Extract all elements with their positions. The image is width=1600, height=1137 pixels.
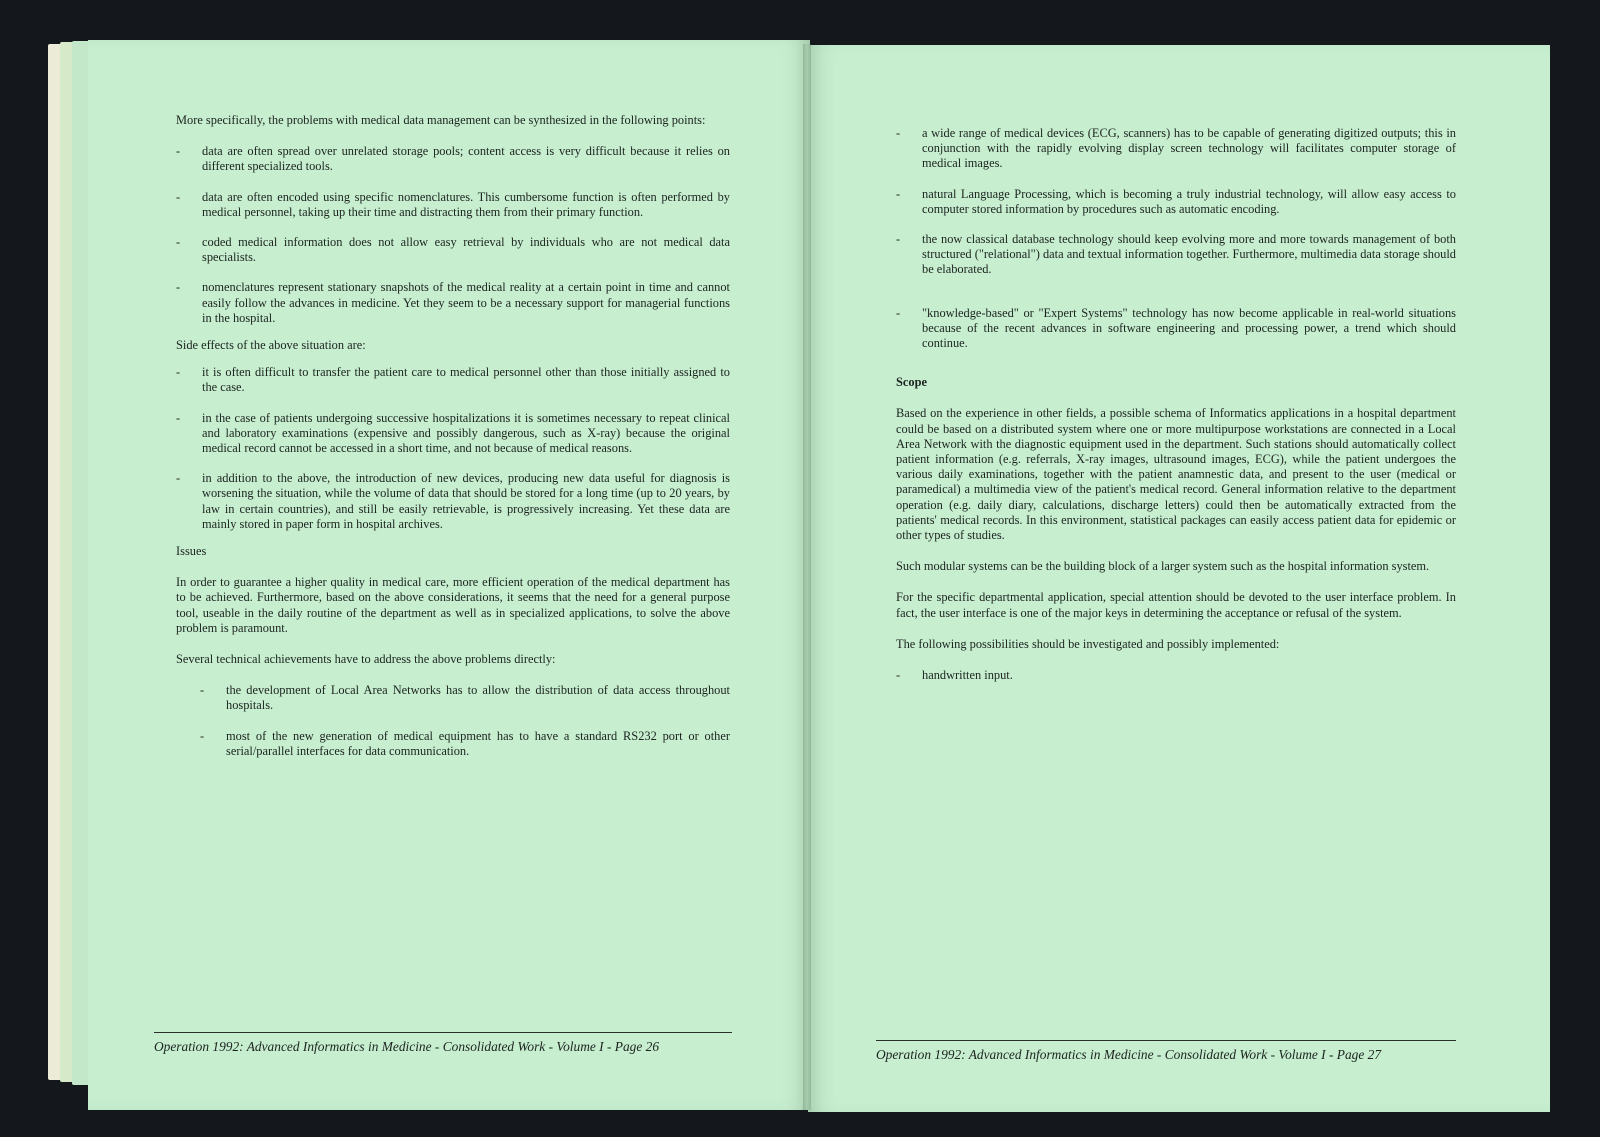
list-item: - data are often encoded using specific nomenclatures. This cumbersome function is often performed by medical personnel, taking up their time and distracting them from their primary function. — [176, 189, 730, 219]
list-item: - in the case of patients undergoing successive hospitalizations it is sometimes necessary to repeat clinical and laboratory examinations (expensive and possibly dangerous, such as X-ray) because the original medical record cannot be accessed in a short time, and not because of medical reasons. — [176, 410, 730, 456]
list-item: - "knowledge-based" or "Expert Systems" technology has now become applicable in real-world situations because of the recent advances in software engineering and processing power, a trend which should continue. — [896, 305, 1456, 351]
list-item: - data are often spread over unrelated storage pools; content access is very difficult because it relies on different specialized tools. — [176, 144, 730, 174]
issues-paragraph: In order to guarantee a higher quality in medical care, more efficient operation of the medical department has to be achieved. Furthermore, based on the above considerations, it seems that the need for a general purpose tool, useable in the daily routine of the department as well as in specialized applications, to solve the above problem is paramount. — [176, 575, 730, 635]
left-page-body — [176, 113, 730, 774]
list-item: - nomenclatures represent stationary snapshots of the medical reality at a certain point in time and cannot easily follow the advances in medicine. Yet they seem to be a necessary support for managerial functions in the hospital. — [176, 280, 730, 325]
intro-paragraph: More specifically, the problems with medical data management can be synthesized in the following points: — [176, 113, 706, 127]
possibilities-intro: The following possibilities should be investigated and possibly implemented: — [896, 636, 1280, 651]
scope-paragraph: Based on the experience in other fields, a possible schema of Informatics applications in a hospital department could be based on a distributed system where one or more multipurpose workstations are connected in a Local Area Network with the diagnostic equipment used in the department. Such stations should automatically collect patient information (e.g. referrals, X-ray images, ultrasound images, ECG), while the patient undergoes the various daily examinations, together with the patient anamnestic data, and present to the user (medical or paramedical) a multimedia view of the patient's medical record. General information relative to the department operation (e.g. daily diary, calculations, discharge letters) could then be automatically extracted from the patients' medical records. In this environment, statistical packages can easily access patient data for epidemic or other types of studies. — [896, 406, 1456, 543]
list-item: - natural Language Processing, which is becoming a truly industrial technology, will allow easy access to computer stored information by procedures such as automatic encoding. — [896, 186, 1456, 216]
list-item: - it is often difficult to transfer the patient care to medical personnel other than those initially assigned to the case. — [176, 365, 730, 395]
list-item: - the now classical database technology should keep evolving more and more towards management of both structured ("relational") data and textual information together. Furthermore, multimedia data storage should be elaborated. — [896, 232, 1456, 277]
modular-paragraph: Such modular systems can be the building block of a larger system such as the hospital information system. — [896, 559, 1430, 574]
list-item: - most of the new generation of medical equipment has to have a standard RS232 port or other serial/parallel interfaces for data communication. — [200, 728, 730, 758]
interface-paragraph: For the specific departmental application, special attention should be devoted to the user interface problem. In fact, the user interface is one of the major keys in determining the acceptance or refusal of the system. — [896, 590, 1456, 620]
page-footer: Operation 1992: Advanced Informatics in Medicine - Consolidated Work - Volume I - Page 26 — [154, 1032, 732, 1055]
page-footer: Operation 1992: Advanced Informatics in Medicine - Consolidated Work - Volume I - Page 27 — [876, 1040, 1456, 1063]
side-effects-intro: Side effects of the above situation are: — [176, 338, 366, 353]
list-item: - coded medical information does not allow easy retrieval by individuals who are not medical data specialists. — [176, 235, 730, 265]
binding-gutter — [803, 44, 811, 1110]
list-item: - in addition to the above, the introduction of new devices, producing new data useful for diagnosis is worsening the situation, while the volume of data that should be stored for a long time (up to 20 years, by law in certain countries), and still be easily retrievable, is progressively increasing. Yet these data are mainly stored in paper form in hospital archives. — [176, 471, 730, 531]
left-page — [88, 40, 810, 1110]
right-page-body — [896, 126, 1456, 698]
list-item: - the development of Local Area Networks has to allow the distribution of data access throughout hospitals. — [200, 683, 730, 713]
list-item: - a wide range of medical devices (ECG, scanners) has to be capable of generating digitized outputs; this in conjunction with the rapidly evolving display screen technology will facilitates computer storage of medical images. — [896, 126, 1456, 171]
scope-heading: Scope — [896, 375, 927, 390]
right-page — [808, 45, 1550, 1112]
issues-heading: Issues — [176, 544, 207, 559]
list-item: - handwritten input. — [896, 668, 1013, 683]
achievements-intro: Several technical achievements have to address the above problems directly: — [176, 652, 556, 667]
